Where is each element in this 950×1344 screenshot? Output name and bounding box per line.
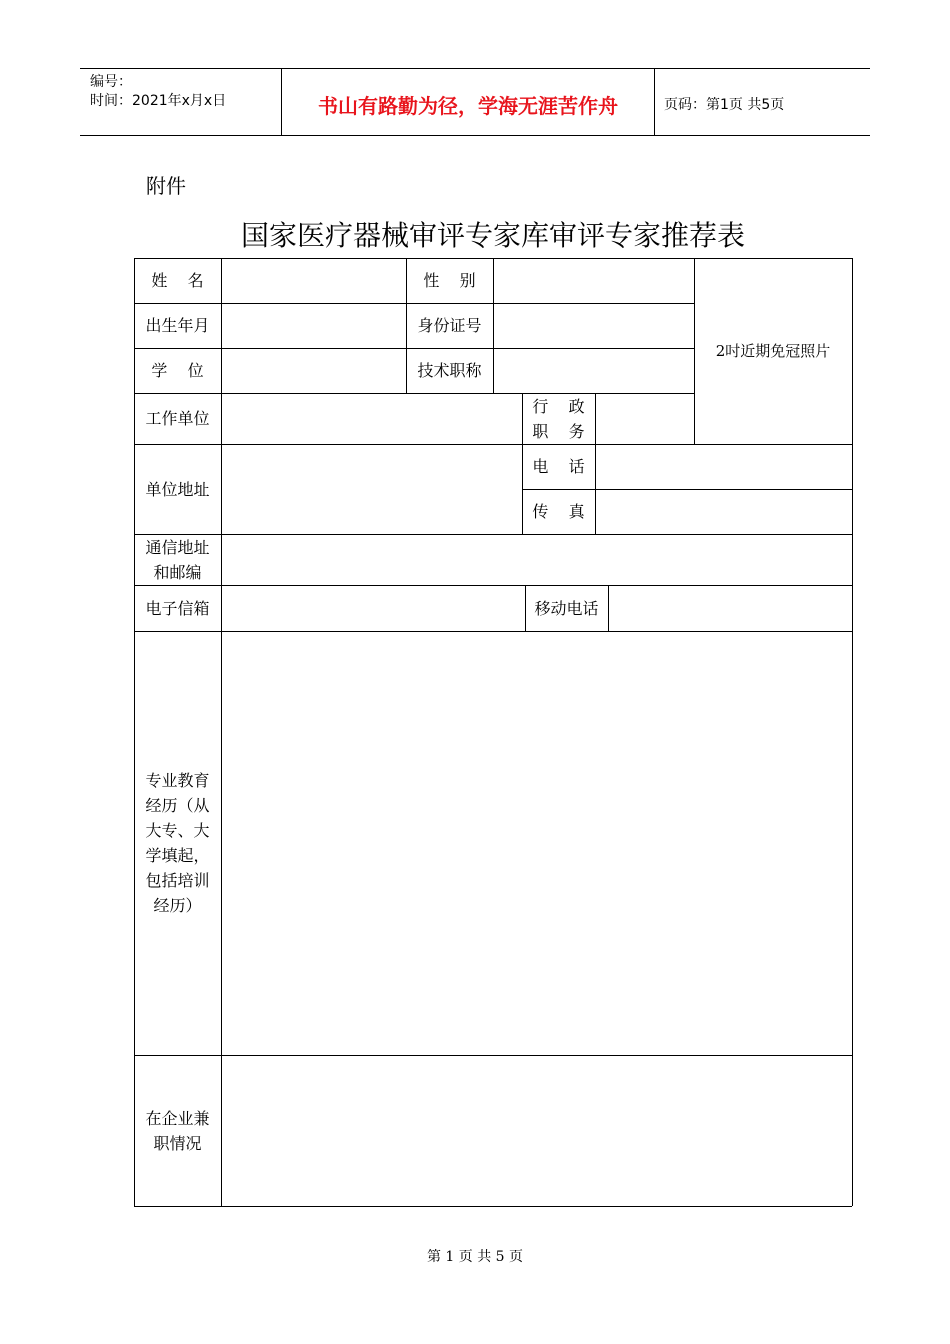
admin-post-label-line2: 职 务 [532,421,585,441]
header-top-rule [80,68,870,69]
unit-address-field[interactable] [221,444,522,534]
header-motto: 书山有路勤为径，学海无涯苦作舟 [318,94,618,118]
photo-placeholder[interactable]: 2吋近期免冠照片 [715,341,831,360]
birth-field[interactable] [221,303,406,348]
mailing-address-label-line2: 和邮编 [153,562,202,582]
enterprise-position-field[interactable] [221,1055,852,1206]
admin-post-label-line1: 行 政 [532,396,585,416]
email-field[interactable] [221,585,525,631]
education-label-line6: 经历） [153,896,202,915]
degree-label: 学 位 [151,361,204,380]
education-history-label [134,631,221,1055]
tech-title-label: 技术职称 [417,361,482,380]
name-field[interactable] [221,258,406,303]
fax-label: 传 真 [532,502,585,521]
phone-field[interactable] [595,444,852,489]
id-number-field[interactable] [493,303,694,348]
education-label-line4: 学填起， [145,846,210,865]
fax-field[interactable] [595,489,852,534]
degree-field[interactable] [221,348,406,393]
enterprise-label-line2: 职情况 [153,1133,202,1153]
header-divider-right [654,68,655,136]
document-time-label: 时间：2021年x月x日 [90,93,227,109]
education-label-line3: 大专、大 [145,821,210,840]
page-footer: 第 1 页 共 5 页 [426,1249,524,1265]
mailing-address-label-line1: 通信地址 [145,537,210,557]
phone-label: 电 话 [532,457,585,476]
mobile-field[interactable] [608,585,852,631]
attachment-label: 附件 [146,174,186,198]
unit-address-label: 单位地址 [145,479,210,499]
work-unit-field[interactable] [221,393,522,444]
enterprise-label-line1: 在企业兼 [145,1108,210,1128]
form-border-bottom [134,1206,852,1207]
email-label: 电子信箱 [145,598,210,618]
admin-post-label [522,393,595,444]
education-label-line1: 专业教育 [145,771,210,790]
page-code-label: 页码：第1页 共5页 [664,97,785,113]
education-label-line5: 包括培训 [145,871,210,890]
name-label: 姓 名 [151,271,204,290]
education-history-field[interactable] [221,631,852,1055]
header-bottom-rule [80,135,870,136]
id-number-label: 身份证号 [417,316,482,335]
mailing-address-field[interactable] [221,534,852,585]
gender-label: 性 别 [423,271,476,290]
mailing-address-label [134,534,221,585]
page-title: 国家医疗器械审评专家库审评专家推荐表 [240,219,745,252]
enterprise-position-label [134,1055,221,1206]
gender-field[interactable] [493,258,694,303]
mobile-label: 移动电话 [534,598,599,618]
birth-label: 出生年月 [145,316,210,335]
work-unit-label: 工作单位 [145,409,210,428]
admin-post-field[interactable] [595,393,694,444]
document-number-label: 编号： [90,74,132,90]
form-border-right [852,258,853,1206]
education-label-line2: 经历（从 [145,796,210,815]
tech-title-field[interactable] [493,348,694,393]
